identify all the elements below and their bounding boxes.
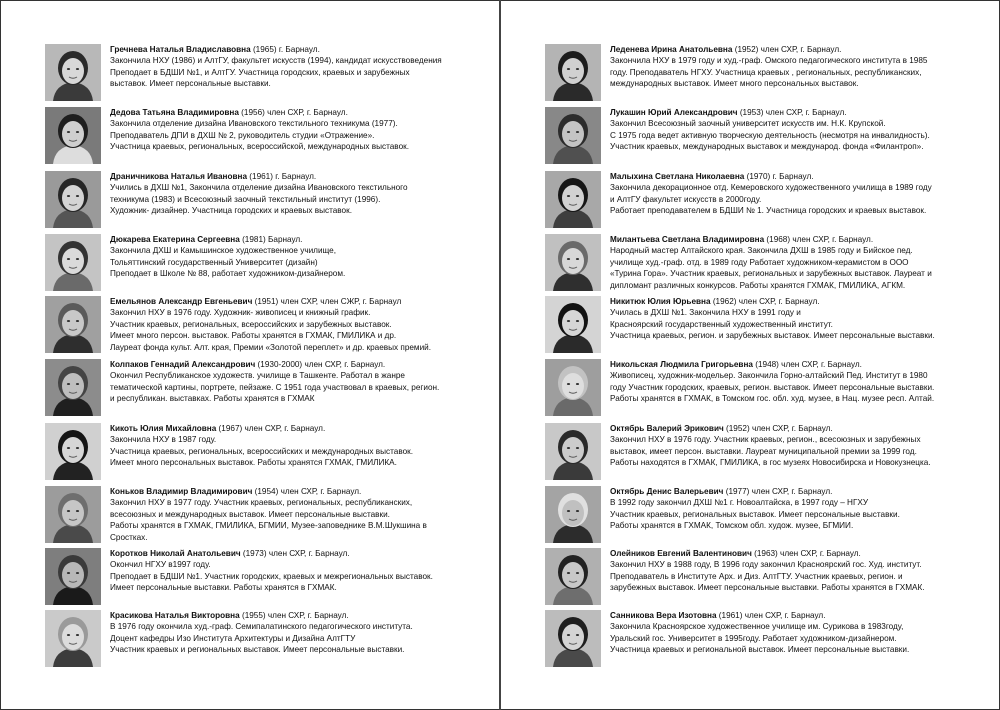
artist-dates-location: (1968) член СХР, г. Барнаул. xyxy=(764,235,874,244)
artist-heading xyxy=(110,44,482,55)
artist-dates-location: (1965) г. Барнаул. xyxy=(250,45,320,54)
artist-dates-location: (1981) Барнаул. xyxy=(239,235,303,244)
bio-line: Закончил НХУ в 1988 году, В 1996 году закончил Красноярский гос. Худ. институт. xyxy=(610,560,922,570)
bio-line: Преподаватель в Институте Арх. и Диз. АлтГТУ. Участник краевых, регион. и xyxy=(610,571,903,581)
artist-dates-location: (1961) г. Барнаул. xyxy=(247,172,317,181)
artist-entry xyxy=(545,296,990,356)
bio-line: Имеет персональные выставки. Работы хранятся в ГХМАК. xyxy=(110,583,337,593)
artist-name: Коньков Владимир Владимирович xyxy=(110,487,253,496)
artist-name: Октябрь Валерий Эрикович xyxy=(610,424,724,433)
bio-line: Участник краевых, международных выставок и международ. фонда «Филантроп». xyxy=(610,142,924,152)
artist-heading xyxy=(110,296,482,307)
artist-entry xyxy=(45,171,490,231)
artist-heading xyxy=(610,107,982,118)
artist-entry xyxy=(545,171,990,231)
artist-bio xyxy=(110,359,482,405)
bio-line: Закончила декорационное отд. Кемеровского художественного училища в 1989 году xyxy=(610,183,932,193)
artist-name: Лукашин Юрий Александрович xyxy=(610,108,738,117)
artist-name: Красикова Наталья Викторовна xyxy=(110,611,240,620)
bio-line: выставок. Имеет персональные выставки. xyxy=(110,79,271,89)
artist-heading xyxy=(610,423,982,434)
artist-dates-location: (1973) член СХР, г. Барнаул. xyxy=(240,549,350,558)
artist-heading xyxy=(610,44,982,55)
bio-line: Закончила ДХШ и Камышинское художественное училище, xyxy=(110,246,336,256)
artist-bio xyxy=(110,486,482,543)
artist-dates-location: (1970) г. Барнаул. xyxy=(744,172,814,181)
bio-line: Окончил Республиканское художеств. училище в Ташкенте. Работал в жанре xyxy=(110,371,405,381)
artist-portrait-photo xyxy=(45,548,101,605)
artist-portrait-photo xyxy=(545,234,601,291)
bio-line: международных выставок. Имеет много персональных выставок. xyxy=(610,79,859,89)
bio-line: С 1975 года ведет активную творческую деятельность (несмотря на инвалидность). xyxy=(610,130,930,140)
artist-entry xyxy=(45,107,490,167)
artist-name: Кикоть Юлия Михайловна xyxy=(110,424,217,433)
bio-line: Художник- дизайнер. Участница городских и краевых выставок. xyxy=(110,206,352,216)
artist-bio xyxy=(610,44,982,90)
artist-portrait-photo xyxy=(545,296,601,353)
artist-bio xyxy=(110,234,482,280)
bio-line: Преподает в БДШИ №1. Участник городских, краевых и межрегиональных выставок. xyxy=(110,571,433,581)
bio-line: Преподает в Школе № 88, работает художником-дизайнером. xyxy=(110,269,346,279)
artist-bio xyxy=(610,486,982,532)
artist-dates-location: (1954) член СХР, г. Барнаул. xyxy=(252,487,362,496)
bio-line: Училась в ДХШ №1. Закончила НХУ в 1991 году и xyxy=(610,308,801,318)
artist-bio xyxy=(110,610,482,656)
artist-dates-location: (1951) член СХР, член СЖР, г. Барнаул xyxy=(252,297,402,306)
bio-line: и АлтГУ факультет искусств в 2000году. xyxy=(610,194,762,204)
artist-name: Гречнева Наталья Владиславовна xyxy=(110,45,251,54)
artist-name: Малыхина Светлана Николаевна xyxy=(610,172,745,181)
artist-bio xyxy=(610,234,982,291)
artist-entry xyxy=(45,610,490,670)
artist-name: Колпаков Геннадий Александрович xyxy=(110,360,256,369)
bio-line: Закончила НХУ в 1979 году и худ.-граф. Омского педагогического института в 1985 xyxy=(610,56,928,66)
artist-dates-location: (1977) член СХР, г. Барнаул. xyxy=(723,487,833,496)
bio-line: Работает преподавателем в БДШИ № 1. Участница городских и краевых выставок. xyxy=(610,206,927,216)
artist-portrait-photo xyxy=(545,171,601,228)
bio-line: Работы хранятся в ГХМАК, в Томском гос. обл. худ. музее, в Нац. музее респ. Алтай. xyxy=(610,394,935,404)
artist-name: Октябрь Денис Валерьевич xyxy=(610,487,724,496)
artist-name: Емельянов Александр Евгеньевич xyxy=(110,297,253,306)
artist-bio xyxy=(110,44,482,90)
artist-portrait-photo xyxy=(45,107,101,164)
artist-dates-location: (1948) член СХР, г. Барнаул. xyxy=(752,360,862,369)
bio-line: Закончила отделение дизайна Ивановского текстильного техникума (1977). xyxy=(110,119,398,129)
artist-heading xyxy=(610,548,982,559)
artist-heading xyxy=(110,610,482,621)
artist-name: Милантьева Светлана Владимировна xyxy=(610,235,765,244)
artist-heading xyxy=(610,610,982,621)
artist-portrait-photo xyxy=(45,44,101,101)
bio-line: всесоюзных и международных выставок. Имеет персональные выставки. xyxy=(110,509,390,519)
bio-line: «Турина Гора». Участник краевых, региональных и зарубежных выставок. Лауреат и xyxy=(610,269,932,279)
artist-entry xyxy=(45,296,490,356)
artist-heading xyxy=(110,423,482,434)
artist-entry xyxy=(545,423,990,483)
bio-line: Лауреат фонда культ. Алт. края, Премии «Золотой переплет» и др. краевых премий. xyxy=(110,342,431,352)
artist-heading xyxy=(610,486,982,497)
bio-line: Закончила НХУ в 1987 году. xyxy=(110,435,217,445)
artist-bio xyxy=(610,423,982,469)
bio-line: Уральский гос. Университет в 1995году. Работает художником-дизайнером. xyxy=(610,633,897,643)
artist-portrait-photo xyxy=(545,107,601,164)
artist-bio xyxy=(610,548,982,594)
artist-dates-location: (1952) член СХР, г. Барнаул. xyxy=(732,45,842,54)
artist-bio xyxy=(610,171,982,217)
artist-name: Никитюк Юлия Юрьевна xyxy=(610,297,711,306)
artist-entry xyxy=(45,486,490,546)
bio-line: Преподает в БДШИ №1, и АлтГУ. Участница городских, краевых и зарубежных xyxy=(110,67,410,77)
artist-heading xyxy=(110,234,482,245)
book-spine xyxy=(499,0,501,710)
artist-dates-location: (1953) член СХР, г. Барнаул. xyxy=(737,108,847,117)
artist-entry xyxy=(545,548,990,608)
bio-line: Участница краевых, регион. и зарубежных выставок. Имеет персональные выставки. xyxy=(610,331,935,341)
bio-line: техникума (1983) и Всесоюзный заочный текстильный институт (1996). xyxy=(110,194,381,204)
bio-line: и республикан. выставках. Работы хранятся в ГХМАК xyxy=(110,394,315,404)
bio-line: Сростках. xyxy=(110,532,148,542)
bio-line: Красноярский государственный художественный институт. xyxy=(610,319,833,329)
bio-line: Участник краевых, региональных, всероссийских и зарубежных выставок. xyxy=(110,319,392,329)
bio-line: Закончила НХУ (1986) и АлтГУ, факультет искусств (1994), кандидат искусствоведения xyxy=(110,56,442,66)
artist-heading xyxy=(610,296,982,307)
artist-name: Никольская Людмила Григорьевна xyxy=(610,360,753,369)
artist-heading xyxy=(110,486,482,497)
artist-entry xyxy=(45,423,490,483)
artist-portrait-photo xyxy=(545,44,601,101)
bio-line: году. Преподаватель НГХУ. Участница краевых , региональных, республиканских, xyxy=(610,67,922,77)
artist-bio xyxy=(110,107,482,153)
bio-line: Доцент кафедры Изо Института Архитектуры и Дизайна АлтГТУ xyxy=(110,633,356,643)
artist-portrait-photo xyxy=(45,486,101,543)
bio-line: выставок, имеет персон. выставки. Лауреат муниципальной премии за 1999 год. xyxy=(610,446,917,456)
artist-name: Леденева Ирина Анатольевна xyxy=(610,45,733,54)
artist-entry xyxy=(545,44,990,104)
bio-line: Участница краевых и региональной выставок. Имеет персональные выставки. xyxy=(610,645,910,655)
artist-portrait-photo xyxy=(545,359,601,416)
bio-line: Учились в ДХШ №1, Закончила отделение дизайна Ивановского текстильного xyxy=(110,183,408,193)
artist-bio xyxy=(110,423,482,469)
artist-portrait-photo xyxy=(45,234,101,291)
artist-heading xyxy=(110,359,482,370)
bio-line: году Участник городских, краевых, регион. выставок. Имеет персональные выставки. xyxy=(610,382,935,392)
artist-name: Коротков Николай Анатольевич xyxy=(110,549,241,558)
artist-name: Олейников Евгений Валентинович xyxy=(610,549,752,558)
artist-dates-location: (1952) член СХР, г. Барнаул. xyxy=(723,424,833,433)
bio-line: Закончила Красноярское художественное училище им. Сурикова в 1983году, xyxy=(610,622,904,632)
artist-dates-location: (1961) член СХР, г. Барнаул. xyxy=(716,611,826,620)
artist-portrait-photo xyxy=(545,486,601,543)
artist-entry xyxy=(45,359,490,419)
artist-bio xyxy=(110,296,482,353)
artist-dates-location: (1962) член СХР, г. Барнаул. xyxy=(710,297,820,306)
artist-portrait-photo xyxy=(45,171,101,228)
artist-portrait-photo xyxy=(545,423,601,480)
bio-line: Народный мастер Алтайского края. Закончила ДХШ в 1985 году и Бийское пед. xyxy=(610,246,913,256)
bio-line: В 1992 году закончил ДХШ №1 г. Новоалтайска, в 1997 году – НГХУ xyxy=(610,498,869,508)
artist-heading xyxy=(610,234,982,245)
bio-line: Закончил Всесоюзный заочный университет искусств им. Н.К. Крупской. xyxy=(610,119,886,129)
artist-heading xyxy=(110,107,482,118)
artist-portrait-photo xyxy=(45,359,101,416)
artist-portrait-photo xyxy=(45,423,101,480)
artist-heading xyxy=(610,171,982,182)
bio-line: зарубежных выставок. Имеет персональные выставки. Работы хранятся в ГХМАК. xyxy=(610,583,925,593)
artist-name: Дедова Татьяна Владимировна xyxy=(110,108,239,117)
artist-dates-location: (1967) член СХР, г. Барнаул. xyxy=(216,424,326,433)
artist-bio xyxy=(610,296,982,342)
artist-name: Санникова Вера Изотовна xyxy=(610,611,717,620)
bio-line: училище худ.-граф. отд. в 1989 году Работает художником-керамистом в ООО xyxy=(610,257,909,267)
artist-portrait-photo xyxy=(545,610,601,667)
artist-entry xyxy=(545,610,990,670)
bio-line: Участница краевых, региональных, всероссийских и международных выставок. xyxy=(110,446,413,456)
bio-line: Участник краевых, региональных выставок. Имеет персональные выставки. xyxy=(610,509,900,519)
artist-entry xyxy=(45,234,490,294)
artist-entry xyxy=(545,359,990,419)
bio-line: Закончил НХУ в 1976 году. Художник- живописец и книжный график. xyxy=(110,308,371,318)
bio-line: Закончил НХУ в 1977 году. Участник краевых, региональных, республиканских, xyxy=(110,498,413,508)
artist-dates-location: (1930-2000) член СХР, г. Барнаул. xyxy=(255,360,386,369)
artist-dates-location: (1963) член СХР, г. Барнаул. xyxy=(751,549,861,558)
bio-line: дипломант различных конкурсов. Работы хранятся ГХМАК, ГМИЛИКА, АГКМ. xyxy=(610,280,906,290)
artist-dates-location: (1955) член СХР, г. Барнаул. xyxy=(239,611,349,620)
artist-bio xyxy=(610,359,982,405)
bio-line: Участник краевых и региональных выставок. Имеет персональные выставки. xyxy=(110,645,405,655)
artist-heading xyxy=(610,359,982,370)
artist-entry xyxy=(45,548,490,608)
artist-portrait-photo xyxy=(45,296,101,353)
artist-heading xyxy=(110,548,482,559)
artist-entry xyxy=(45,44,490,104)
bio-line: Работы находятся в ГХМАК, ГМИЛИКА, в гос музеях Новосибирска и Новокузнецка. xyxy=(610,458,931,468)
artist-entry xyxy=(545,486,990,546)
bio-line: Работы хранятся в ГХМАК, Томском обл. худож. музее, БГМИИ. xyxy=(610,521,854,531)
bio-line: Живописец, художник-модельер. Закончила Горно-алтайский Пед. Институт в 1980 xyxy=(610,371,928,381)
artist-dates-location: (1956) член СХР, г. Барнаул. xyxy=(238,108,348,117)
bio-line: Закончил НХУ в 1976 году. Участник краевых, регион., всесоюзных и зарубежных xyxy=(610,435,921,445)
artist-name: Драничникова Наталья Ивановна xyxy=(110,172,248,181)
artist-portrait-photo xyxy=(45,610,101,667)
artist-entry xyxy=(545,107,990,167)
bio-line: Участница краевых, региональных, всероссийской, международных выставок. xyxy=(110,142,409,152)
artist-bio xyxy=(610,107,982,153)
artist-name: Дюкарева Екатерина Сергеевна xyxy=(110,235,240,244)
bio-line: Окончил НГХУ в1997 году. xyxy=(110,560,211,570)
bio-line: тематической картины, портрете, пейзаже. С 1951 года участвовал в краевых, регион. xyxy=(110,382,440,392)
bio-line: Имеет много персон. выставок. Работы хранятся в ГХМАК, ГМИЛИКА и др. xyxy=(110,331,397,341)
bio-line: Тольяттинский государственный Университет (дизайн) xyxy=(110,257,318,267)
bio-line: Имеет много персональных выставок. Работы хранятся ГХМАК, ГМИЛИКА. xyxy=(110,458,397,468)
artist-bio xyxy=(610,610,982,656)
artist-bio xyxy=(110,548,482,594)
artist-bio xyxy=(110,171,482,217)
bio-line: Работы хранятся в ГХМАК, ГМИЛИКА, БГМИИ, Музее-заповеднике В.М.Шукшина в xyxy=(110,521,427,531)
artist-portrait-photo xyxy=(545,548,601,605)
artist-heading xyxy=(110,171,482,182)
bio-line: В 1976 году окончила худ.-граф. Семипалатинского педагогического института. xyxy=(110,622,413,632)
bio-line: Преподаватель ДПИ в ДХШ № 2, руководитель студии «Отражение». xyxy=(110,130,375,140)
artist-entry xyxy=(545,234,990,294)
